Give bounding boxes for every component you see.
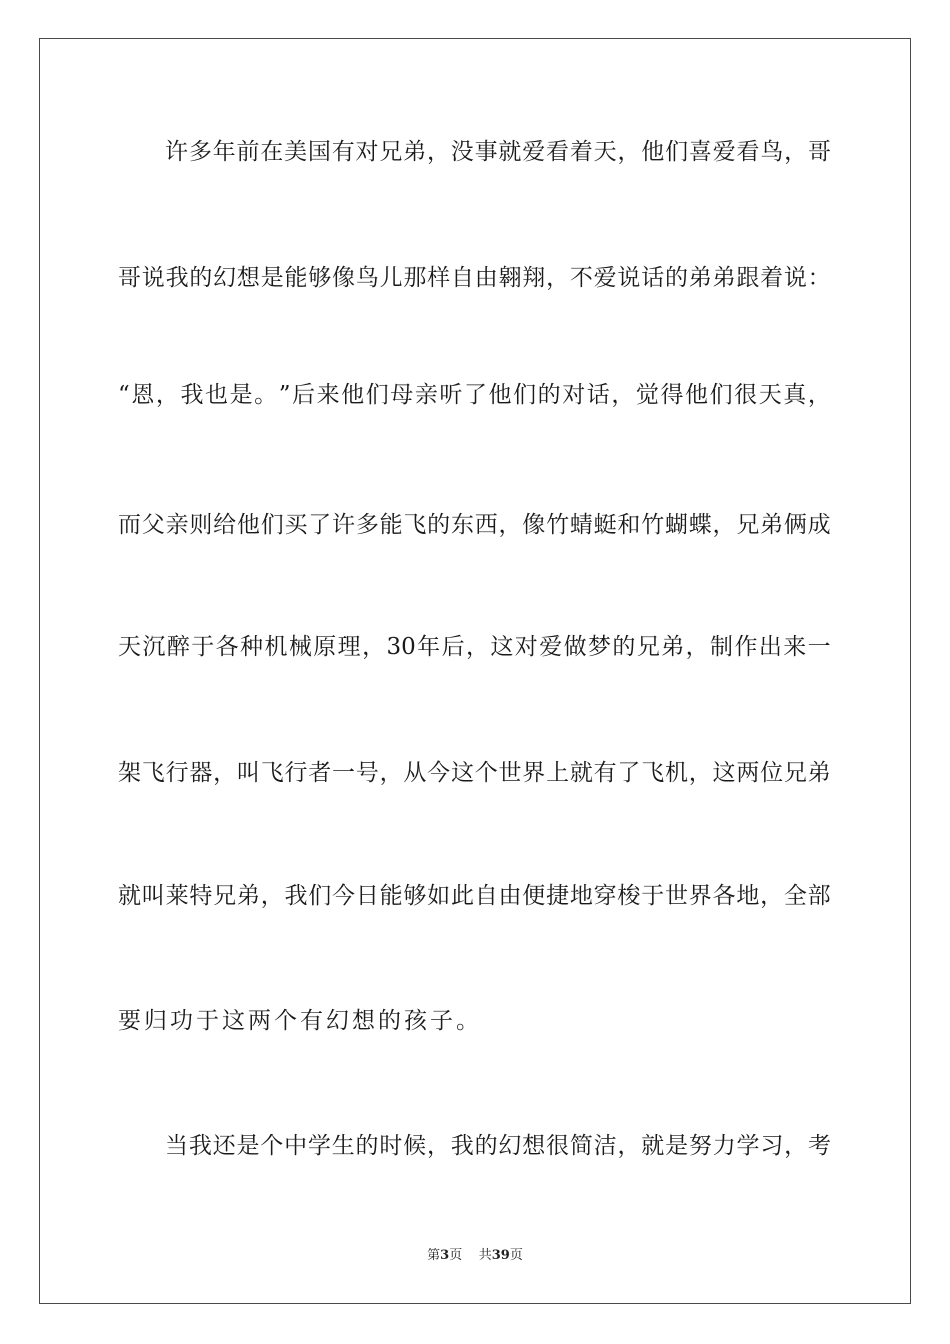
- paragraph-line-5: 天 沉 醉 于 各 种 机 械 原 理 ， 30 年 后 ， 这 对 爱 做 梦 的 兄 弟 ， 制 作 出 来 一: [118, 634, 831, 660]
- page-footer: [0, 1247, 950, 1265]
- paragraph-line-1: 许 多 年 前 在 美 国 有 对 兄 弟 ， 没 事 就 爱 看 着 天 ， 他 们 喜 爱 看 鸟 ， 哥: [165, 139, 831, 165]
- footer-total-number: 39: [491, 1248, 510, 1263]
- page-border: [39, 38, 911, 1304]
- paragraph-line-2: 哥 说 我 的 幻 想 是 能 够 像 鸟 儿 那 样 自 由 翱 翔 ， 不 爱 说 话 的 弟 弟 跟 着 说 ：: [118, 265, 831, 291]
- footer-page-prefix: 第: [427, 1248, 441, 1263]
- paragraph-line-7: 就 叫 莱 特 兄 弟 ， 我 们 今 日 能 够 如 此 自 由 便 捷 地 穿 梭 于 世 界 各 地 ， 全 部: [118, 883, 831, 909]
- paragraph-line-3: “ 恩 ， 我 也 是 。 ” 后 来 他 们 母 亲 听 了 他 们 的 对 话 ， 觉 得 他 们 很 天 真 ，: [118, 382, 831, 408]
- footer-total-suffix: 页: [509, 1248, 523, 1263]
- footer-total-prefix: 共: [478, 1248, 492, 1263]
- paragraph-line-4: 而 父 亲 则 给 他 们 买 了 许 多 能 飞 的 东 西 ， 像 竹 蜻 蜓 和 竹 蝴 蝶 ， 兄 弟 俩 成: [118, 512, 831, 538]
- paragraph-line-9: 当 我 还 是 个 中 学 生 的 时 候 ， 我 的 幻 想 很 简 洁 ， 就 是 努 力 学 习 ， 考: [165, 1133, 831, 1159]
- footer-page-suffix: 页: [449, 1248, 463, 1263]
- footer-page-number: 3: [440, 1248, 450, 1263]
- paragraph-line-6: 架 飞 行 器 ， 叫 飞 行 者 一 号 ， 从 今 这 个 世 界 上 就 有 了 飞 机 ， 这 两 位 兄 弟: [118, 760, 831, 786]
- paragraph-line-8: 要归功于这两个有幻想的孩子。: [118, 1008, 482, 1034]
